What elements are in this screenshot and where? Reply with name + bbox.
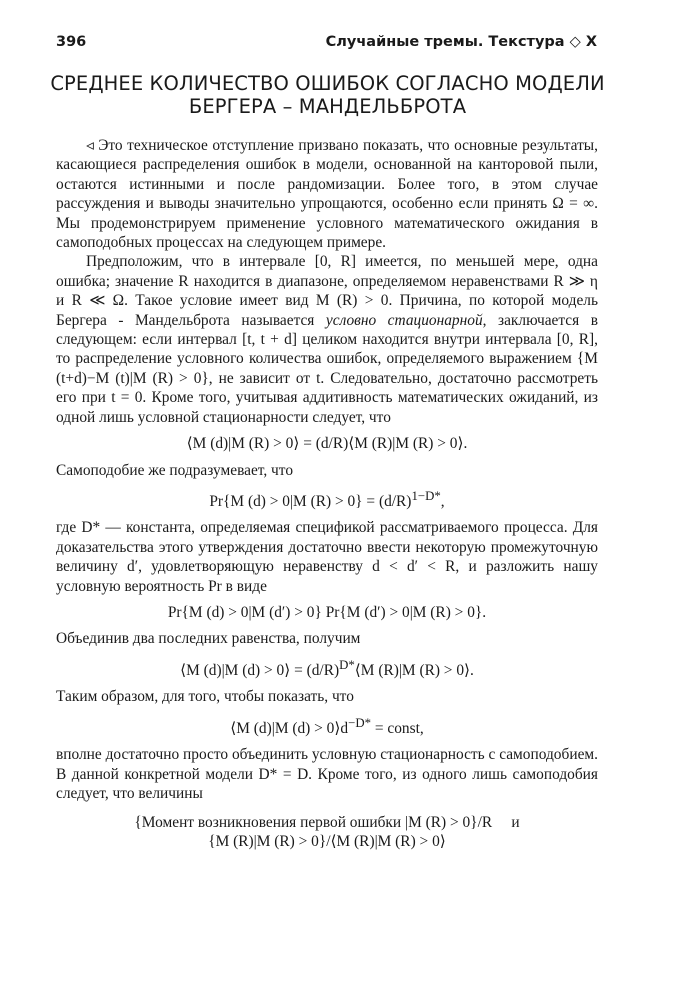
paragraph-constant: где D* — константа, определяемая спецификой рассматриваемого процесса. Для доказательства этого утверждения достаточно ввести некоторую промежуточную величину d′, удовлетворяющую неравенству d < d′ < R, и разложить нашу условную вероятность Pr в виде: [56, 519, 598, 595]
formula-4-left: ⟨M (d)|M (d) > 0⟩ = (d/R): [180, 662, 340, 679]
formula-6-line-2: {M (R)|M (R) > 0}/⟨M (R)|M (R) > 0⟩: [208, 832, 446, 850]
paragraph-self-similarity: Самоподобие же подразумевает, что: [56, 461, 294, 479]
section-title: [40, 72, 615, 118]
formula-2: [56, 487, 598, 512]
body-text: [56, 136, 598, 851]
formula-4-right: ⟨M (R)|M (R) > 0⟩.: [354, 662, 474, 679]
formula-5-exponent: −D*: [348, 715, 371, 730]
formula-6-line-1: {Момент возникновения первой ошибки |M (R) > 0}/R и: [134, 813, 520, 831]
formula-5: [56, 714, 598, 739]
formula-3: Pr{M (d) > 0|M (d′) > 0} Pr{M (d′) > 0|M (R) > 0}.: [167, 604, 487, 622]
paragraph-stationarity-part-2: , заключается в следующем: если интервал [t, t + d] целиком находится внутри интервала [0, R], то распределение условного количества ошибок, определяемого выражением {M (t+d)−M (t)|M (R) > 0}, не зависит от t. Следовательно, достаточно рассмотреть его при t = 0. Кроме того, учитывая аддитивность математических ожиданий, из одной лишь условной стационарности следует, что: [56, 311, 598, 426]
paragraph-stationarity-part-1: Предположим, что в интервале [0, R] имеется, по меньшей мере, одна ошибка; значение R находится в диапазоне, определяемом неравенствами R ≫ η и R ≪ Ω. Такое условие имеет вид M (R) > 0. Причина, по которой модель Бергера - Мандельброта называется: [56, 253, 598, 329]
paragraph-to-show: Таким образом, для того, чтобы показать, что: [56, 688, 354, 706]
running-title: Случайные тремы. Текстура ◇ X: [325, 34, 597, 50]
formula-5-right: = const,: [371, 719, 424, 737]
paragraph-conclusion: вполне достаточно просто объединить условную стационарность с самоподобием. В данной конкретной модели D* = D. Кроме того, из одного лишь самоподобия следует, что величины: [56, 746, 598, 803]
formula-6: [56, 813, 598, 852]
section-title-line-1: СРЕДНЕЕ КОЛИЧЕСТВО ОШИБОК СОГЛАСНО МОДЕЛИ: [50, 72, 605, 95]
running-header: [56, 34, 597, 50]
formula-4-exponent: D*: [339, 657, 355, 672]
italic-term: условно стационарной: [325, 311, 483, 329]
paragraph-stationarity: [56, 252, 598, 427]
formula-2-end: ,: [440, 493, 445, 511]
formula-2-main: Pr{M (d) > 0|M (R) > 0} = (d/R): [209, 493, 412, 511]
paragraph-intro: ◃ Это техническое отступление призвано показать, что основные результаты, касающиеся распределения ошибок в модели, основанной на канторовой пыли, остаются истинными и после рандомизации. Более того, в этом случае рассуждения и выводы значительно упрощаются, особенно если принять Ω = ∞. Мы продемонстрируем применение условного математического ожидания в самоподобных процессах на следующем примере.: [56, 137, 598, 252]
paragraph-combine: Объединив два последних равенства, получим: [56, 630, 361, 648]
section-title-line-2: БЕРГЕРА – МАНДЕЛЬБРОТА: [188, 95, 467, 118]
page-number: 396: [56, 34, 87, 50]
formula-1: ⟨M (d)|M (R) > 0⟩ = (d/R)⟨M (R)|M (R) > 0⟩.: [186, 435, 468, 453]
formula-2-exponent: 1−D*: [411, 488, 441, 503]
formula-5-left: ⟨M (d)|M (d) > 0⟩d: [230, 719, 349, 737]
formula-4: [56, 656, 598, 681]
